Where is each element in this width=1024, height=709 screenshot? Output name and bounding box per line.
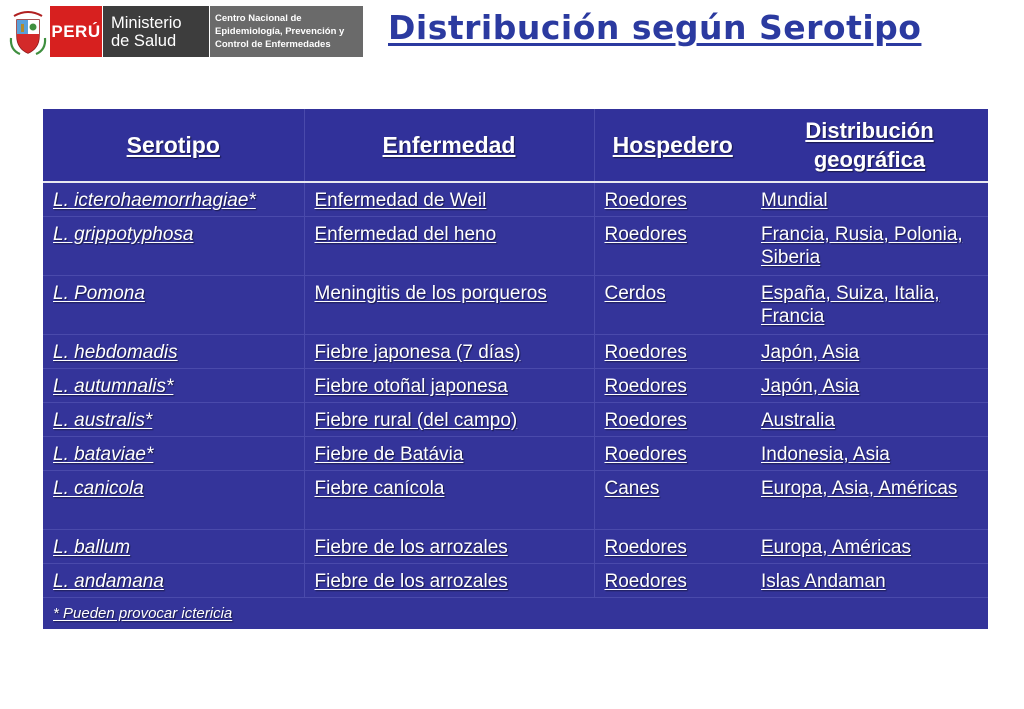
- center-line-2: Epidemiología, Prevención y: [215, 26, 345, 37]
- table-row: [43, 182, 988, 216]
- header-serotipo: Serotipo: [43, 109, 304, 182]
- header-distribucion: Distribución geográfica: [751, 109, 988, 182]
- cell-serotipo[interactable]: L. icterohaemorrhagiae*: [43, 182, 304, 216]
- cell-enfermedad[interactable]: Meningitis de los porqueros: [304, 275, 594, 334]
- cell-hospedero[interactable]: Roedores: [594, 368, 751, 402]
- cell-hospedero[interactable]: Roedores: [594, 402, 751, 436]
- table-row: [43, 402, 988, 436]
- cell-enfermedad[interactable]: Fiebre otoñal japonesa: [304, 368, 594, 402]
- cell-enfermedad[interactable]: Fiebre de los arrozales: [304, 529, 594, 563]
- table-row: [43, 368, 988, 402]
- cell-hospedero[interactable]: Cerdos: [594, 275, 751, 334]
- table-row: [43, 470, 988, 529]
- table-row: [43, 529, 988, 563]
- cell-serotipo[interactable]: L. ballum: [43, 529, 304, 563]
- ministry-line-2: de Salud: [111, 31, 177, 50]
- cell-hospedero[interactable]: Roedores: [594, 529, 751, 563]
- minsa-logo: [6, 6, 363, 57]
- cell-enfermedad[interactable]: Enfermedad del heno: [304, 216, 594, 275]
- cell-enfermedad[interactable]: Fiebre rural (del campo): [304, 402, 594, 436]
- cell-enfermedad[interactable]: Fiebre de los arrozales: [304, 563, 594, 597]
- cell-distribucion[interactable]: Indonesia, Asia: [751, 436, 988, 470]
- cell-distribucion[interactable]: Japón, Asia: [751, 334, 988, 368]
- cell-serotipo[interactable]: L. Pomona: [43, 275, 304, 334]
- cell-hospedero[interactable]: Roedores: [594, 216, 751, 275]
- table-row: [43, 216, 988, 275]
- cell-serotipo[interactable]: L. autumnalis*: [43, 368, 304, 402]
- cell-serotipo[interactable]: L. australis*: [43, 402, 304, 436]
- cell-hospedero[interactable]: Roedores: [594, 563, 751, 597]
- cell-hospedero[interactable]: Roedores: [594, 436, 751, 470]
- peru-label: PERÚ: [50, 6, 102, 57]
- page-title: Distribución según Serotipo: [388, 8, 922, 47]
- cell-distribucion[interactable]: Islas Andaman: [751, 563, 988, 597]
- cell-distribucion[interactable]: España, Suiza, Italia, Francia: [751, 275, 988, 334]
- serotype-table: [43, 109, 988, 629]
- footnote-row: [43, 597, 988, 629]
- cell-serotipo[interactable]: L. andamana: [43, 563, 304, 597]
- table-row: [43, 275, 988, 334]
- cell-distribucion[interactable]: Francia, Rusia, Polonia, Siberia: [751, 216, 988, 275]
- cell-serotipo[interactable]: L. bataviae*: [43, 436, 304, 470]
- table-row: [43, 334, 988, 368]
- cell-hospedero[interactable]: Roedores: [594, 182, 751, 216]
- header: [0, 0, 1024, 62]
- cell-hospedero[interactable]: Canes: [594, 470, 751, 529]
- cell-hospedero[interactable]: Roedores: [594, 334, 751, 368]
- ministry-label: [102, 6, 209, 57]
- header-enfermedad: Enfermedad: [304, 109, 594, 182]
- center-label: [209, 6, 363, 57]
- cell-serotipo[interactable]: L. hebdomadis: [43, 334, 304, 368]
- table-row: [43, 563, 988, 597]
- cell-distribucion[interactable]: Japón, Asia: [751, 368, 988, 402]
- cell-distribucion[interactable]: Mundial: [751, 182, 988, 216]
- cell-serotipo[interactable]: L. grippotyphosa: [43, 216, 304, 275]
- cell-enfermedad[interactable]: Enfermedad de Weil: [304, 182, 594, 216]
- cell-distribucion[interactable]: Australia: [751, 402, 988, 436]
- table-row: [43, 436, 988, 470]
- peru-coat-of-arms-icon: [6, 6, 50, 57]
- ministry-line-1: Ministerio: [111, 13, 182, 32]
- footnote[interactable]: * Pueden provocar ictericia: [53, 604, 233, 622]
- center-line-1: Centro Nacional de: [215, 13, 302, 24]
- center-line-3: Control de Enfermedades: [215, 39, 331, 50]
- header-hospedero: Hospedero: [594, 109, 751, 182]
- cell-distribucion[interactable]: Europa, Américas: [751, 529, 988, 563]
- cell-enfermedad[interactable]: Fiebre de Batávia: [304, 436, 594, 470]
- table-header-row: [43, 109, 988, 182]
- cell-serotipo[interactable]: L. canicola: [43, 470, 304, 529]
- cell-distribucion[interactable]: Europa, Asia, Américas: [751, 470, 988, 529]
- cell-enfermedad[interactable]: Fiebre japonesa (7 días): [304, 334, 594, 368]
- cell-enfermedad[interactable]: Fiebre canícola: [304, 470, 594, 529]
